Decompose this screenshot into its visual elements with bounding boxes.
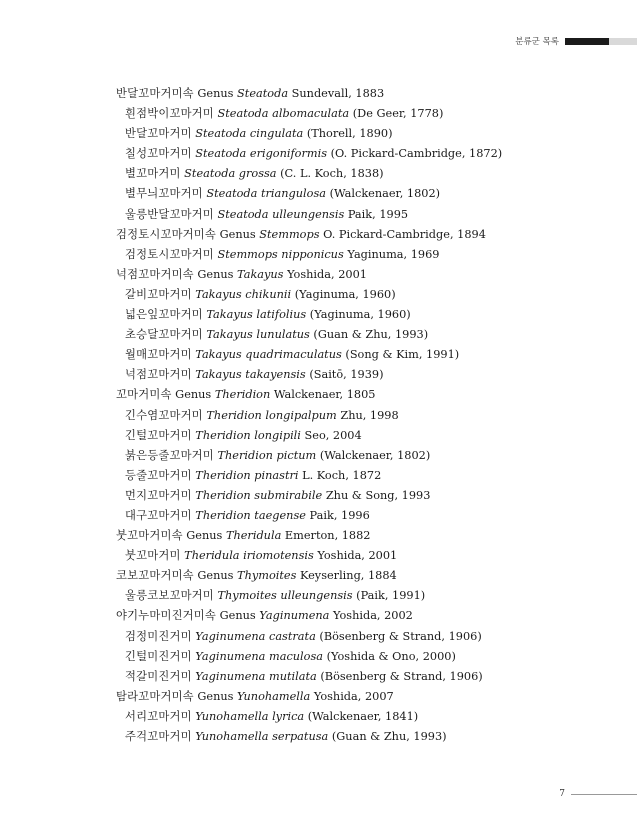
genus-entry [116,526,616,546]
species-entry [116,345,616,365]
genus-label: Genus [197,267,234,281]
species-entry [116,184,616,204]
species-entry [116,406,616,426]
author-citation: (Saitō, 1939) [309,368,384,382]
species-entry [116,305,616,325]
korean-name: 별무늬꼬마거미 [125,187,203,201]
korean-name: 갈비꼬마거미 [125,287,192,301]
korean-name: 반달꼬마거미 [125,127,192,141]
author-citation: Zhu, 1998 [340,408,399,422]
korean-name: 야기누마미진거미속 [116,609,217,623]
scientific-name: Theridion taegense [195,508,306,522]
genus-entry [116,225,616,245]
korean-name: 붉은등줄꼬마거미 [125,448,214,462]
korean-name: 탐라꼬마거미속 [116,689,194,703]
korean-name: 월매꼬마거미 [125,348,192,362]
scientific-name: Takayus quadrimaculatus [195,348,342,362]
taxon-list [116,84,616,747]
scientific-name: Theridion longipili [195,428,301,442]
author-citation: Sundevall, 1883 [291,87,385,100]
genus-label: Genus [175,388,212,402]
genus-entry [116,566,616,586]
author-citation: (Thorell, 1890) [306,127,393,141]
species-entry [116,647,616,667]
author-citation: (Yaginuma, 1960) [294,287,396,301]
scientific-name: Takayus latifolius [206,308,307,322]
author-citation: Yaginuma, 1969 [347,247,440,261]
scientific-name: Takayus lunulatus [206,328,310,342]
author-citation: Yoshida, 2002 [333,609,413,623]
scientific-name: Steatoda albomaculata [217,107,350,121]
species-entry [116,124,616,144]
author-citation: Paik, 1995 [347,207,409,221]
scientific-name: Yunohamella serpatusa [195,730,329,743]
scientific-name: Theridion submirabile [195,488,323,502]
scientific-name: Theridion longipalpum [206,408,337,422]
scientific-name: Takayus takayensis [195,368,306,382]
author-citation: (Guan & Zhu, 1993) [331,730,447,743]
species-entry [116,586,616,606]
species-entry [116,144,616,164]
scientific-name: Yaginumena maculosa [195,649,323,663]
header-bar [565,38,637,45]
korean-name: 별꼬마거미 [125,167,181,181]
korean-name: 검정미진거미 [125,629,192,643]
korean-name: 넉점꼬마거미 [125,368,192,382]
korean-name: 넓은잎꼬마거미 [125,308,203,322]
author-citation: (Walckenaer, 1802) [329,187,441,201]
author-citation: O. Pickard-Cambridge, 1894 [323,227,486,241]
author-citation: Paik, 1996 [309,508,370,522]
header-bar-light [609,38,637,45]
korean-name: 검정토시꼬마거미속 [116,227,217,241]
scientific-name: Steatoda erigoniformis [195,147,328,161]
genus-label: Genus [219,609,256,623]
species-entry [116,667,616,687]
korean-name: 반달꼬마거미속 [116,87,194,100]
korean-name: 대구꼬마거미 [125,508,192,522]
korean-name: 칠성꼬마거미 [125,147,192,161]
author-citation: Emerton, 1882 [284,529,371,543]
species-entry [116,325,616,345]
scientific-name: Yaginumena mutilata [195,669,317,683]
author-citation: (Paik, 1991) [356,589,426,603]
species-entry [116,104,616,124]
scientific-name: Theridion pictum [217,448,317,462]
korean-name: 울릉코보꼬마거미 [125,589,214,603]
species-entry [116,426,616,446]
footer-rule [571,794,637,795]
species-entry [116,627,616,647]
scientific-name: Steatoda cingulata [195,127,304,141]
species-entry [116,365,616,385]
scientific-name: Thymoites ulleungensis [217,589,353,603]
species-entry [116,466,616,486]
author-citation: (Walckenaer, 1802) [319,448,431,462]
korean-name: 주걱꼬마거미 [125,730,192,743]
species-entry [116,506,616,526]
genus-entry [116,687,616,707]
scientific-name: Theridion pinastri [195,468,299,482]
scientific-name: Steatoda [237,87,289,100]
author-citation: (Yoshida & Ono, 2000) [326,649,456,663]
korean-name: 넉점꼬마거미속 [116,267,194,281]
korean-name: 서리꼬마거미 [125,709,192,723]
author-citation: (Song & Kim, 1991) [345,348,460,362]
author-citation: (O. Pickard-Cambridge, 1872) [330,147,503,161]
genus-entry [116,84,616,104]
scientific-name: Yaginumena [259,609,330,623]
author-citation: Yoshida, 2001 [287,267,367,281]
korean-name: 적갈미진거미 [125,669,192,683]
scientific-name: Steatoda triangulosa [206,187,327,201]
korean-name: 등줄꼬마거미 [125,468,192,482]
author-citation: Zhu & Song, 1993 [325,488,431,502]
genus-entry [116,265,616,285]
korean-name: 붓꼬마거미 [125,549,181,563]
species-entry [116,727,616,747]
scientific-name: Theridula [225,529,282,543]
scientific-name: Yaginumena castrata [195,629,316,643]
author-citation: Keyserling, 1884 [299,569,397,583]
header-bar-dark [565,38,609,45]
korean-name: 코보꼬마거미속 [116,569,194,583]
korean-name: 긴털미진거미 [125,649,192,663]
species-entry [116,205,616,225]
scientific-name: Takayus [237,267,284,281]
scientific-name: Theridion [214,388,271,402]
scientific-name: Thymoites [237,569,297,583]
author-citation: Yoshida, 2007 [313,689,394,703]
author-citation: (De Geer, 1778) [352,107,444,121]
author-citation: Seo, 2004 [304,428,362,442]
genus-entry [116,606,616,626]
author-citation: (C. L. Koch, 1838) [280,167,384,181]
korean-name: 꼬마거미속 [116,388,172,402]
species-entry [116,486,616,506]
genus-label: Genus [197,87,234,100]
genus-label: Genus [219,227,256,241]
genus-label: Genus [186,529,223,543]
korean-name: 초승달꼬마거미 [125,328,203,342]
genus-label: Genus [197,569,234,583]
author-citation: (Bösenberg & Strand, 1906) [320,669,483,683]
species-entry [116,245,616,265]
scientific-name: Theridula iriomotensis [184,549,314,563]
section-title: 분류군 목록 [515,37,559,47]
scientific-name: Stemmops [259,227,320,241]
scientific-name: Steatoda ulleungensis [217,207,345,221]
author-citation: (Bösenberg & Strand, 1906) [319,629,482,643]
korean-name: 검정토시꼬마거미 [125,247,214,261]
author-citation: (Guan & Zhu, 1993) [313,328,429,342]
species-entry [116,707,616,727]
species-entry [116,446,616,466]
korean-name: 울릉반달꼬마거미 [125,207,214,221]
scientific-name: Yunohamella lyrica [195,709,305,723]
korean-name: 먼지꼬마거미 [125,488,192,502]
korean-name: 흰점박이꼬마거미 [125,107,214,121]
genus-entry [116,385,616,405]
scientific-name: Takayus chikunii [195,287,292,301]
genus-label: Genus [197,689,234,703]
species-entry [116,164,616,184]
page-number: 7 [559,789,565,799]
korean-name: 긴수염꼬마거미 [125,408,203,422]
korean-name: 붓꼬마거미속 [116,529,183,543]
author-citation: (Yaginuma, 1960) [309,308,411,322]
scientific-name: Steatoda grossa [184,167,277,181]
author-citation: L. Koch, 1872 [302,468,382,482]
korean-name: 긴털꼬마거미 [125,428,192,442]
species-entry [116,285,616,305]
author-citation: (Walckenaer, 1841) [307,709,419,723]
author-citation: Walckenaer, 1805 [273,388,376,402]
species-entry [116,546,616,566]
scientific-name: Stemmops nipponicus [217,247,344,261]
scientific-name: Yunohamella [237,689,311,703]
author-citation: Yoshida, 2001 [317,549,398,563]
